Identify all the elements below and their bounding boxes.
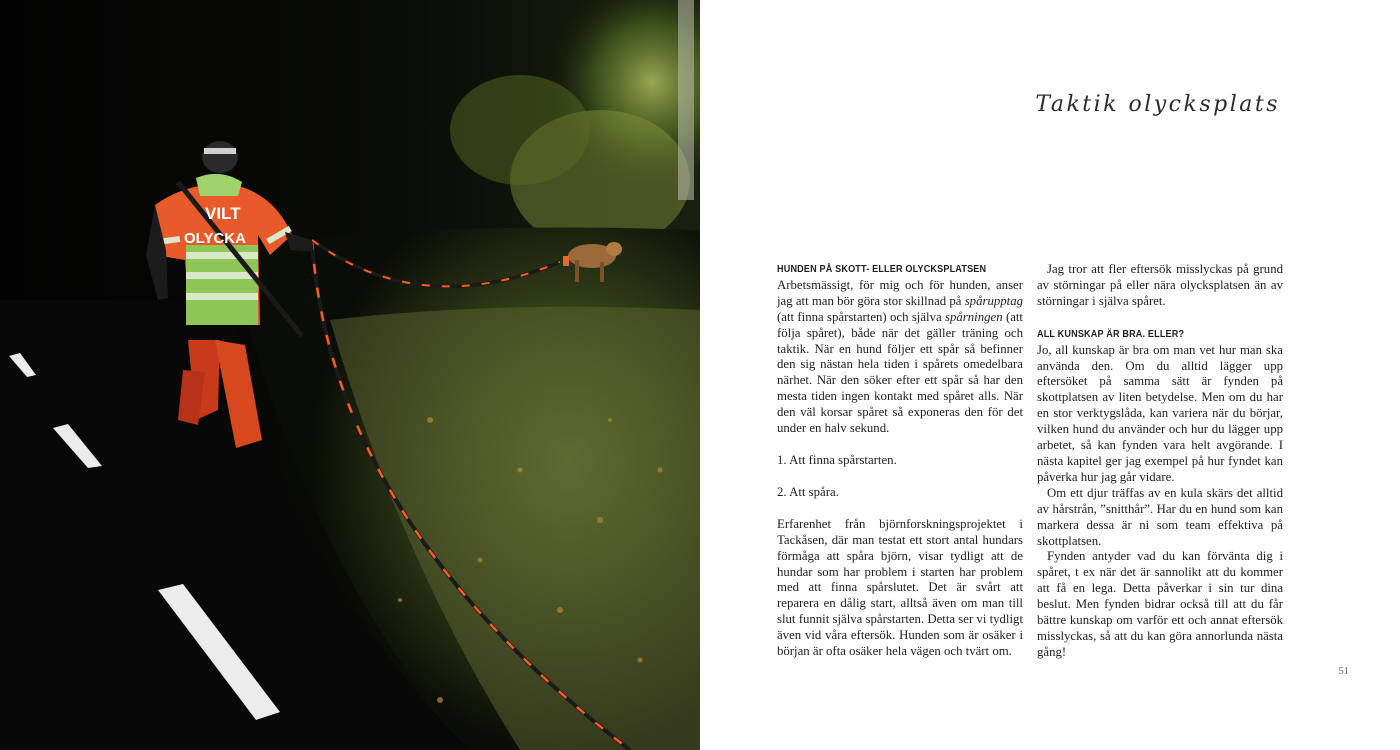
text-column-1: [777, 262, 1023, 660]
paragraph: Arbetsmässigt, för mig och för hunden, anser jag att man bör göra stor skillnad på spårupptag (att finna spårstarten) och själva spårningen (att följa spåret), både när det gäller träning och taktik. När en hund följer ett spår så befinner den sig nästan hela tiden i spårets omedelbara närhet. När den söker efter ett spår så har den mesta tiden ingen kontakt med spåret alls. När den väl korsar spåret så exponeras den för det under en halv sekund.: [777, 277, 1023, 436]
paragraph: Fynden antyder vad du kan förvänta dig i spåret, t ex när det är sannolikt att du kommer att få en lega. Detta påverkar i sin tur dina beslut. Men fynden bidrar också till att du får bättre kunskap om varför ett och annat eftersök misslyckas, så att du kan göra annorlunda nästa gång!: [1037, 549, 1283, 659]
text-page: [700, 0, 1400, 750]
section-heading: ALL KUNSKAP ÄR BRA. ELLER?: [1037, 328, 1185, 340]
paragraph: Jo, all kunskap är bra om man vet hur man ska använda den. Om du alltid lägger upp eftersöket på samma sätt är fynden på skottplatsen av liten betydelse. Men om du har en stor verktygslåda, kan variera när du börjar, vilken hund du använder och hur du lägger upp arbetet, så kan fynden vara helt avgörande. I nästa kapitel ger jag exempel på hur fyndet kan påverka hur jag går vidare.: [1037, 342, 1283, 484]
section-heading: HUNDEN PÅ SKOTT- ELLER OLYCKSPLATSEN: [777, 264, 987, 275]
list-item: 1. Att finna spårstarten.: [777, 452, 897, 467]
paragraph: Jag tror att fler eftersök misslyckas på grund av störningar på eller nära olycksplatsen än av störningar i själva spåret.: [1037, 262, 1283, 308]
vest-text-line1: VILT: [205, 204, 241, 223]
paragraph: Om ett djur träffas av en kula skärs det alltid av hårstrån, ”snitthår”. Har du en hund som kan markera dessa är ni som team effektiva på skottplatsen.: [1037, 485, 1283, 548]
list-item: 2. Att spåra.: [777, 484, 839, 499]
page-number: 51: [1338, 666, 1349, 677]
paragraph: Erfarenhet från björnforskningsprojektet i Tackåsen, där man testat ett stort antal hundars förmåga att spåra björn, visar tydligt att de hundar som har problem i starten har problem med att finna spårslutet. Det är svårt att reparera en dålig start, alltså även om man till slut funnit själva spårstarten. Detta ser vi tydligt även vid våra eftersök. Hunden som är osäker i början är ofta osäker hela vägen och tvärt om.: [777, 516, 1023, 659]
text-column-2: [1037, 262, 1283, 661]
chapter-title: Taktik olycksplats: [1035, 92, 1280, 118]
vest-text-line2: OLYCKA: [184, 230, 246, 247]
